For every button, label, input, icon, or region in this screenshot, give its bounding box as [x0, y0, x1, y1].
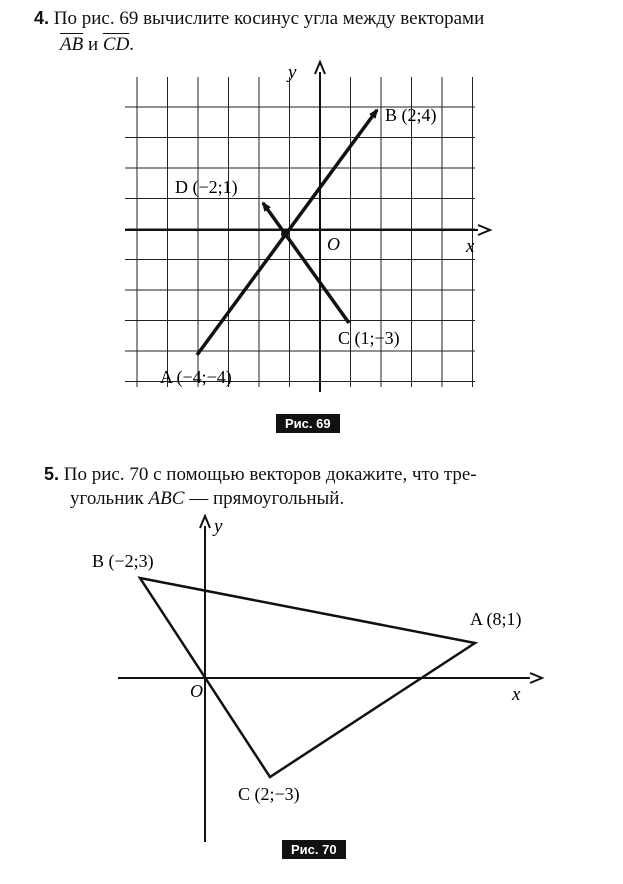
point-b-label-70: B (−2;3) — [92, 551, 154, 571]
task5-text-2c: — прямоугольный. — [184, 488, 345, 509]
point-c-label: C (1;−3) — [338, 328, 400, 348]
task4-number: 4. — [34, 8, 50, 28]
x-label-70: x — [512, 684, 521, 705]
x-axis-arrow — [478, 225, 490, 235]
point-d-label: D (−2;1) — [175, 177, 238, 197]
vector-cd-line — [263, 203, 349, 323]
triangle-name: ABC — [148, 488, 185, 509]
vector-ab: $\overline{AB}$ — [60, 34, 84, 55]
intersection-point — [281, 230, 289, 238]
origin-label: O — [327, 234, 340, 254]
y-label: y — [288, 62, 297, 83]
vector-cd: $\overline{CD}$ — [102, 34, 130, 55]
figure-70-caption: Рис. 70 — [282, 840, 346, 859]
task4-text: По рис. 69 вычислите косинус угла между векторами — [53, 8, 485, 29]
task5-text: По рис. 70 с помощью векторов докажите, что тре- — [63, 464, 477, 485]
point-c-label-70: C (2;−3) — [238, 784, 300, 804]
task5-number: 5. — [44, 464, 60, 484]
task5-text-2a: угольник — [70, 488, 149, 509]
conjunction: и — [87, 34, 99, 55]
period: . — [129, 34, 135, 55]
point-b-label: B (2;4) — [385, 105, 437, 125]
point-a-label-70: A (8;1) — [470, 609, 522, 629]
task5-line2 — [70, 487, 344, 511]
figure-69-caption: Рис. 69 — [276, 414, 340, 433]
task5-line1 — [44, 462, 477, 487]
origin-label-70: O — [190, 681, 203, 701]
x-label: x — [466, 236, 475, 257]
y-label-70: y — [214, 516, 223, 537]
point-a-label: A (−4;−4) — [160, 367, 232, 387]
